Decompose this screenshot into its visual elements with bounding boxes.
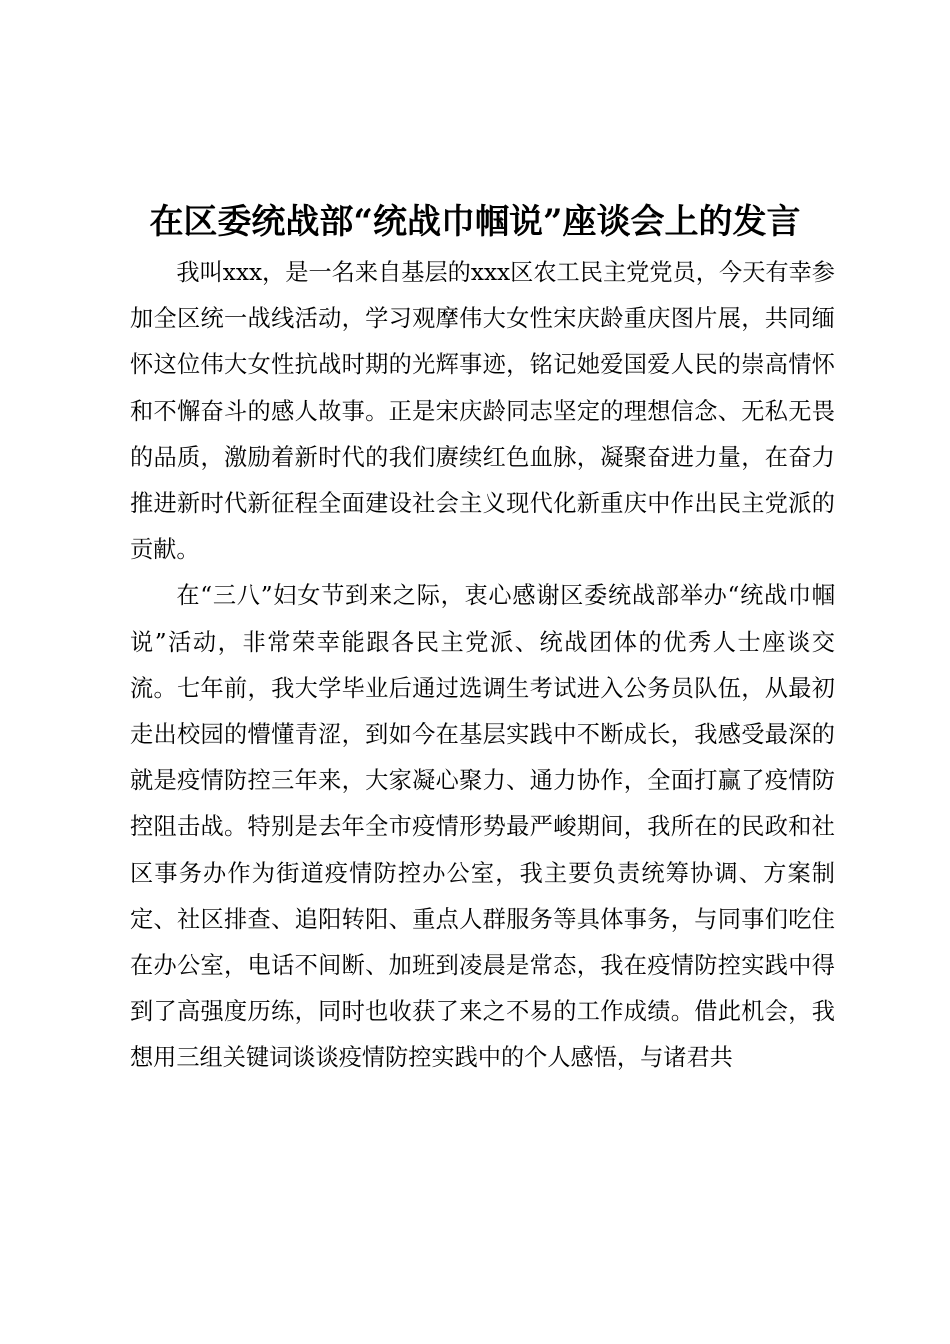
paragraph-1: 我叫xxx，是一名来自基层的xxx区农工民主党党员，今天有幸参加全区统一战线活动，学习观摩伟大女性宋庆龄重庆图片展，共同缅怀这位伟大女性抗战时期的光辉事迹，铭记她爱国爱人民的崇高情怀和不懈奋斗的感人故事。正是宋庆龄同志坚定的理想信念、无私无畏的品质，激励着新时代的我们赓续红色血脉，凝聚奋进力量，在奋力推进新时代新征程全面建设社会主义现代化新重庆中作出民主党派的贡献。 xyxy=(130,259,835,564)
paragraph-2: 在“三八”妇女节到来之际，衷心感谢区委统战部举办“统战巾帼说”活动，非常荣幸能跟各民主党派、统战团体的优秀人士座谈交流。七年前，我大学毕业后通过选调生考试进入公务员队伍，从最初走出校园的懵懂青涩，到如今在基层实践中不断成长，我感受最深的就是疫情防控三年来，大家凝心聚力、通力协作，全面打赢了疫情防控阻击战。特别是去年全市疫情形势最严峻期间，我所在的民政和社区事务办作为街道疫情防控办公室，我主要负责统筹协调、方案制定、社区排查、追阳转阳、重点人群服务等具体事务，与同事们吃住在办公室，电话不间断、加班到凌晨是常态，我在疫情防控实践中得到了高强度历练，同时也收获了来之不易的工作成绩。借此机会，我想用三组关键词谈谈疫情防控实践中的个人感悟，与诸君共 xyxy=(130,582,835,1072)
document-body xyxy=(130,250,835,1082)
document-title: 在区委统战部“统战巾帼说”座谈会上的发言 xyxy=(149,202,801,242)
